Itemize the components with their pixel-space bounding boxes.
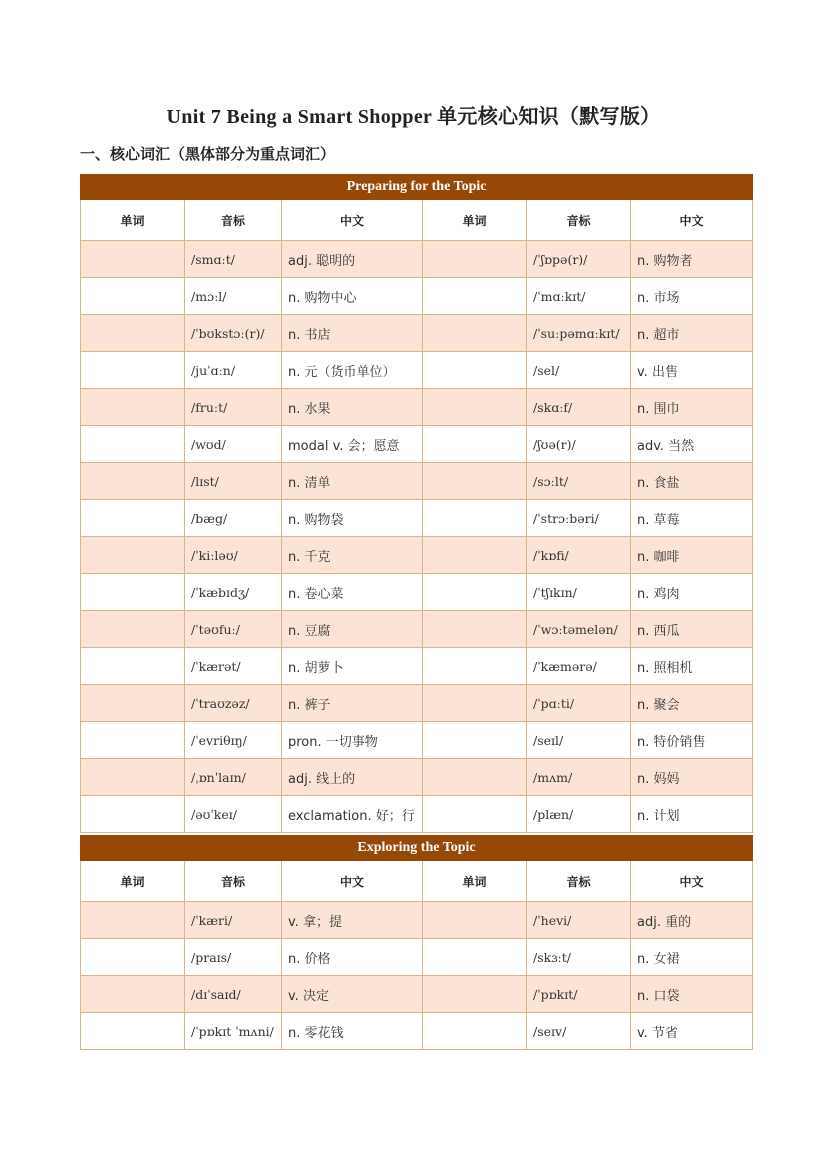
phonetic-cell: /skɑːf/ (527, 389, 631, 426)
section-title: Preparing for the Topic (81, 175, 753, 200)
chinese-cell: n. 胡萝卜 (282, 648, 423, 685)
word-blank-cell[interactable] (423, 976, 527, 1013)
chinese-cell: n. 女裙 (631, 939, 753, 976)
chinese-cell: n. 购物袋 (282, 500, 423, 537)
word-blank-cell[interactable] (81, 902, 185, 939)
section-heading: 一、核心词汇（黑体部分为重点词汇） (80, 145, 336, 163)
phonetic-cell: /ˈmɑːkɪt/ (527, 278, 631, 315)
table-body (81, 836, 753, 1050)
phonetic-cell: /ˈwɔːtəmelən/ (527, 611, 631, 648)
table-row (81, 976, 753, 1013)
header-chinese: 中文 (282, 200, 423, 241)
word-blank-cell[interactable] (423, 939, 527, 976)
word-blank-cell[interactable] (81, 241, 185, 278)
phonetic-cell: /juˈɑːn/ (185, 352, 282, 389)
phonetic-cell: /mɔːl/ (185, 278, 282, 315)
chinese-cell: n. 购物中心 (282, 278, 423, 315)
table-row (81, 902, 753, 939)
vocab-table-exploring (80, 835, 753, 1050)
chinese-cell: v. 拿；提 (282, 902, 423, 939)
table-row (81, 611, 753, 648)
phonetic-cell: /smɑːt/ (185, 241, 282, 278)
header-word: 单词 (81, 200, 185, 241)
chinese-cell: n. 草莓 (631, 500, 753, 537)
chinese-cell: adj. 重的 (631, 902, 753, 939)
chinese-cell: n. 价格 (282, 939, 423, 976)
header-phonetic: 音标 (527, 861, 631, 902)
word-blank-cell[interactable] (81, 939, 185, 976)
word-blank-cell[interactable] (81, 976, 185, 1013)
word-blank-cell[interactable] (423, 537, 527, 574)
phonetic-cell: /ˈpɒkɪt/ (527, 976, 631, 1013)
word-blank-cell[interactable] (81, 426, 185, 463)
word-blank-cell[interactable] (81, 389, 185, 426)
header-phonetic: 音标 (527, 200, 631, 241)
chinese-cell: n. 围巾 (631, 389, 753, 426)
word-blank-cell[interactable] (81, 759, 185, 796)
word-blank-cell[interactable] (81, 352, 185, 389)
chinese-cell: n. 元（货币单位） (282, 352, 423, 389)
chinese-cell: n. 照相机 (631, 648, 753, 685)
phonetic-cell: /ˈtəʊfuː/ (185, 611, 282, 648)
word-blank-cell[interactable] (81, 685, 185, 722)
phonetic-cell: /ˈstrɔːbəri/ (527, 500, 631, 537)
table-row (81, 241, 753, 278)
word-blank-cell[interactable] (423, 278, 527, 315)
word-blank-cell[interactable] (423, 389, 527, 426)
chinese-cell: adv. 当然 (631, 426, 753, 463)
section-title-row (81, 175, 753, 200)
table-row (81, 1013, 753, 1050)
phonetic-cell: /ˈkæbɪdʒ/ (185, 574, 282, 611)
table-row (81, 939, 753, 976)
table-body (81, 175, 753, 833)
phonetic-cell: /ˈkæmərə/ (527, 648, 631, 685)
word-blank-cell[interactable] (81, 648, 185, 685)
table-row (81, 796, 753, 833)
chinese-cell: n. 零花钱 (282, 1013, 423, 1050)
table-row (81, 278, 753, 315)
table-row (81, 426, 753, 463)
phonetic-cell: /ˈpɒkɪt ˈmʌni/ (185, 1013, 282, 1050)
table-row (81, 537, 753, 574)
chinese-cell: n. 书店 (282, 315, 423, 352)
word-blank-cell[interactable] (81, 1013, 185, 1050)
chinese-cell: adj. 聪明的 (282, 241, 423, 278)
word-blank-cell[interactable] (423, 241, 527, 278)
chinese-cell: n. 水果 (282, 389, 423, 426)
chinese-cell: n. 计划 (631, 796, 753, 833)
phonetic-cell: /ʃʊə(r)/ (527, 426, 631, 463)
chinese-cell: v. 节省 (631, 1013, 753, 1050)
chinese-cell: n. 卷心菜 (282, 574, 423, 611)
phonetic-cell: /fruːt/ (185, 389, 282, 426)
chinese-cell: n. 裤子 (282, 685, 423, 722)
word-blank-cell[interactable] (81, 500, 185, 537)
word-blank-cell[interactable] (81, 574, 185, 611)
phonetic-cell: /ˈʃɒpə(r)/ (527, 241, 631, 278)
phonetic-cell: /ˈbʊkstɔː(r)/ (185, 315, 282, 352)
phonetic-cell: /ˈtʃɪkɪn/ (527, 574, 631, 611)
word-blank-cell[interactable] (423, 685, 527, 722)
table-row (81, 685, 753, 722)
phonetic-cell: /bæg/ (185, 500, 282, 537)
vocab-table-preparing (80, 174, 753, 833)
phonetic-cell: /dɪˈsaɪd/ (185, 976, 282, 1013)
word-blank-cell[interactable] (81, 315, 185, 352)
chinese-cell: pron. 一切事物 (282, 722, 423, 759)
header-chinese: 中文 (282, 861, 423, 902)
phonetic-cell: /əʊˈkeɪ/ (185, 796, 282, 833)
header-phonetic: 音标 (185, 861, 282, 902)
phonetic-cell: /sɔːlt/ (527, 463, 631, 500)
chinese-cell: n. 千克 (282, 537, 423, 574)
word-blank-cell[interactable] (423, 352, 527, 389)
header-chinese: 中文 (631, 200, 753, 241)
chinese-cell: n. 鸡肉 (631, 574, 753, 611)
word-blank-cell[interactable] (423, 315, 527, 352)
table-row (81, 722, 753, 759)
chinese-cell: n. 口袋 (631, 976, 753, 1013)
table-row (81, 315, 753, 352)
chinese-cell: n. 超市 (631, 315, 753, 352)
chinese-cell: v. 出售 (631, 352, 753, 389)
header-chinese: 中文 (631, 861, 753, 902)
table-row (81, 648, 753, 685)
chinese-cell: v. 决定 (282, 976, 423, 1013)
word-blank-cell[interactable] (81, 463, 185, 500)
word-blank-cell[interactable] (423, 902, 527, 939)
phonetic-cell: /wʊd/ (185, 426, 282, 463)
word-blank-cell[interactable] (423, 648, 527, 685)
phonetic-cell: /plæn/ (527, 796, 631, 833)
word-blank-cell[interactable] (81, 278, 185, 315)
word-blank-cell[interactable] (423, 426, 527, 463)
phonetic-cell: /seɪl/ (527, 722, 631, 759)
chinese-cell: n. 豆腐 (282, 611, 423, 648)
table-row (81, 574, 753, 611)
header-phonetic: 音标 (185, 200, 282, 241)
table-row (81, 500, 753, 537)
page-title: Unit 7 Being a Smart Shopper 单元核心知识（默写版） (166, 106, 661, 128)
word-blank-cell[interactable] (423, 574, 527, 611)
section-title: Exploring the Topic (81, 836, 753, 861)
chinese-cell: n. 清单 (282, 463, 423, 500)
word-blank-cell[interactable] (423, 722, 527, 759)
phonetic-cell: /sel/ (527, 352, 631, 389)
phonetic-cell: /mʌm/ (527, 759, 631, 796)
word-blank-cell[interactable] (81, 796, 185, 833)
phonetic-cell: /seɪv/ (527, 1013, 631, 1050)
word-blank-cell[interactable] (81, 722, 185, 759)
word-blank-cell[interactable] (423, 796, 527, 833)
chinese-cell: exclamation. 好；行 (282, 796, 423, 833)
table-row (81, 352, 753, 389)
header-row (81, 200, 753, 241)
phonetic-cell: /praɪs/ (185, 939, 282, 976)
phonetic-cell: /ˈsuːpəmɑːkɪt/ (527, 315, 631, 352)
chinese-cell: n. 食盐 (631, 463, 753, 500)
chinese-cell: n. 特价销售 (631, 722, 753, 759)
phonetic-cell: /ˈkæri/ (185, 902, 282, 939)
chinese-cell: adj. 线上的 (282, 759, 423, 796)
word-blank-cell[interactable] (423, 1013, 527, 1050)
table-row (81, 759, 753, 796)
phonetic-cell: /lɪst/ (185, 463, 282, 500)
chinese-cell: n. 购物者 (631, 241, 753, 278)
phonetic-cell: /ˈevriθɪŋ/ (185, 722, 282, 759)
header-row (81, 861, 753, 902)
word-blank-cell[interactable] (423, 500, 527, 537)
header-word: 单词 (81, 861, 185, 902)
phonetic-cell: /ˈtraʊzəz/ (185, 685, 282, 722)
table-row (81, 463, 753, 500)
section-title-row (81, 836, 753, 861)
word-blank-cell[interactable] (423, 463, 527, 500)
header-word: 单词 (423, 200, 527, 241)
header-word: 单词 (423, 861, 527, 902)
word-blank-cell[interactable] (81, 611, 185, 648)
word-blank-cell[interactable] (81, 537, 185, 574)
phonetic-cell: /skɜːt/ (527, 939, 631, 976)
phonetic-cell: /ˈkiːləʊ/ (185, 537, 282, 574)
chinese-cell: n. 西瓜 (631, 611, 753, 648)
phonetic-cell: /ˌɒnˈlaɪn/ (185, 759, 282, 796)
chinese-cell: n. 咖啡 (631, 537, 753, 574)
table-row (81, 389, 753, 426)
chinese-cell: n. 聚会 (631, 685, 753, 722)
word-blank-cell[interactable] (423, 611, 527, 648)
phonetic-cell: /ˈhevi/ (527, 902, 631, 939)
phonetic-cell: /ˈkɒfi/ (527, 537, 631, 574)
phonetic-cell: /ˈpɑːti/ (527, 685, 631, 722)
chinese-cell: modal v. 会；愿意 (282, 426, 423, 463)
chinese-cell: n. 市场 (631, 278, 753, 315)
word-blank-cell[interactable] (423, 759, 527, 796)
chinese-cell: n. 妈妈 (631, 759, 753, 796)
phonetic-cell: /ˈkærət/ (185, 648, 282, 685)
